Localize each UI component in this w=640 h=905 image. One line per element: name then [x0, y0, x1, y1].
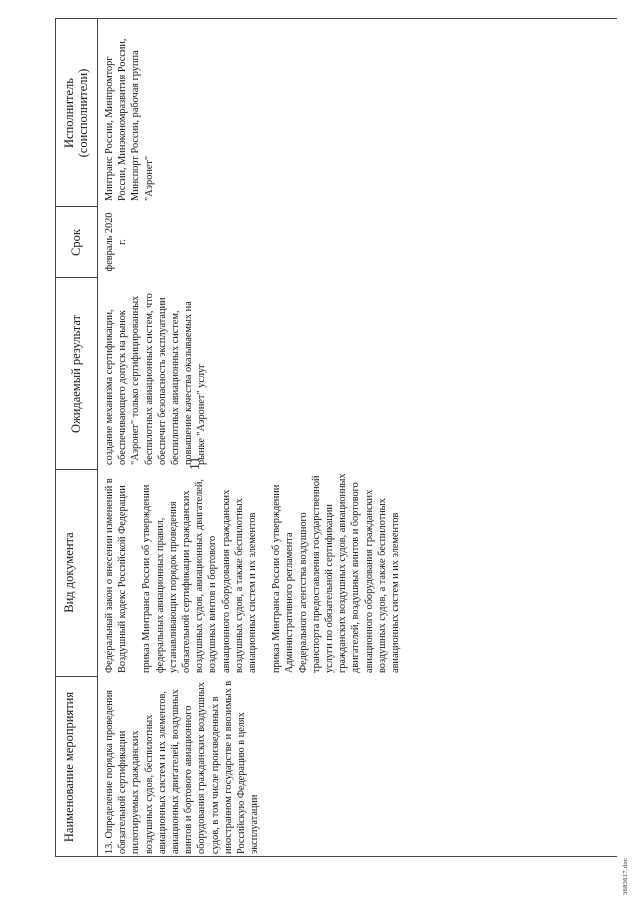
table-border-top	[55, 19, 56, 857]
header-executor: Исполнитель (соисполнители)	[62, 68, 90, 158]
header-doc-type: Вид документа	[62, 532, 76, 613]
cell-result: создание механизма сертификации, обеспечивающего допуск на рынок "Аэронет" только сертифицированных беспилотных авиационных систем, что обеспечит безопасность эксплуатации беспилотных авиационных систем, повышение качества оказываемых на рынке "Аэронет" услуг	[104, 293, 208, 465]
footer-filename: 3683617.doc	[622, 857, 629, 895]
header-deadline: Срок	[69, 229, 83, 256]
table-border-left	[55, 856, 617, 857]
header-separator	[97, 19, 98, 857]
doc-type-item: приказ Минтранса России об утверждении Административного регламента Федерального агентства воздушного транспорта предоставления государственной услуги по обязательной сертификации гражданских воздушных судов, авиационных двигателей, воздушных винтов и бортового авиационного оборудования гражданских воздушных судов, а также беспилотных авиационных систем и их элементов	[271, 473, 402, 673]
doc-type-item: Федеральный закон о внесении изменений в Воздушный кодекс Российской Федерации	[104, 478, 129, 673]
page-number: 11	[188, 456, 203, 470]
cell-name: 13. Определение порядка проведения обязательной сертификации пилотируемых гражданских воздушных судов, беспилотных авиационных систем и их элементов, авиационных двигателей, воздушных винтов и бортового авиационного оборудования гражданских воздушных судов, в том числе произведенных в иностранном государстве и ввозимых в Российскую Федерацию в целях эксплуатации	[104, 680, 261, 854]
cell-executor: Минтранс России, Минпромторг России, Минэкономразвития России, Минспорт России, рабочая группа "Аэронет"	[104, 38, 155, 201]
table-border-right	[55, 18, 617, 19]
header-result: Ожидаемый результат	[69, 314, 83, 434]
doc-type-item: приказ Минтранса России об утверждении федеральных авиационных правил, устанавливающих порядок проведения обязательной сертификации гражданских воздушных судов, авиационных двигателей, воздушных винтов и бортового авиационного оборудования гражданских воздушных судов, а также беспилотных авиационных систем и их элементов	[141, 479, 259, 673]
cell-doc-type	[103, 473, 402, 673]
cell-deadline: февраль 2020 г.	[104, 212, 129, 272]
header-name: Наименование мероприятия	[62, 691, 76, 843]
